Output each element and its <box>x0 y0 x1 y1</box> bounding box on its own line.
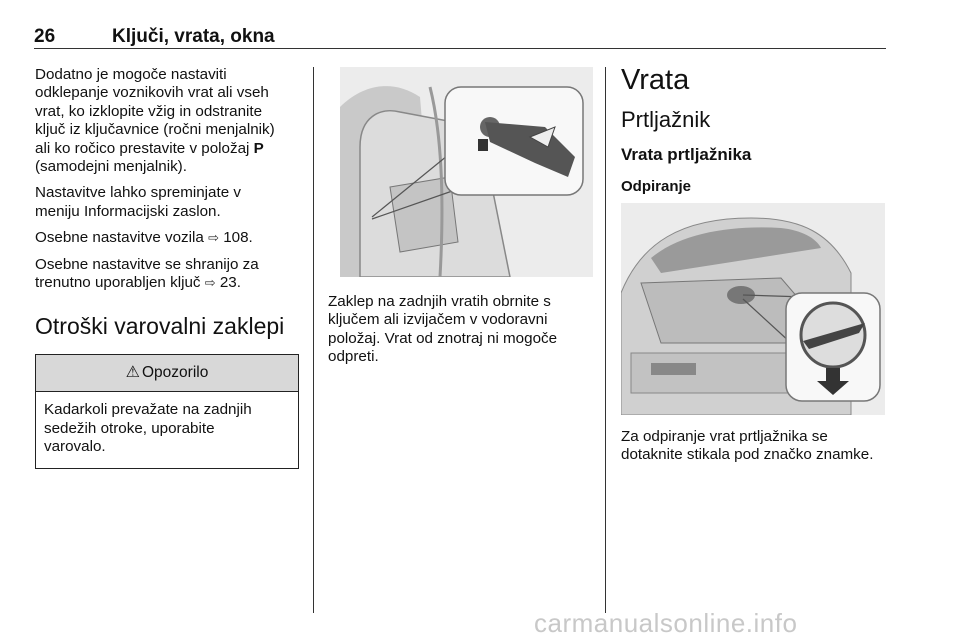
tailgate-emblem-switch-illustration <box>621 203 885 415</box>
illustration-caption: Zaklep na zadnjih vratih obrnite s ključem ali izvijačem v vodoravni položaj. Vrat od znotraj ni mogoče odpreti. <box>328 293 558 366</box>
column-divider <box>605 67 606 613</box>
section-heading: Otroški varovalni zaklepi <box>35 313 285 340</box>
paragraph: Dodatno je mogoče nastaviti odklepanje voznikovih vrat ali vseh vrat, ko izklopite vžig in odstranite ključ iz ključavnice (ročni menjalnik) ali ko ročico prestavite v položaj P (samodejni menjalnik). <box>35 66 275 176</box>
warning-title: Opozorilo <box>142 364 209 382</box>
heading-vrata-prtljaznika: Vrata prtljažnika <box>621 145 752 164</box>
warning-triangle-icon: ⚠ <box>125 364 140 382</box>
warning-body: Kadarkoli prevažate na zadnjih sedežih otroke, uporabite varovalo. <box>44 401 252 456</box>
paragraph: Nastavitve lahko spreminjate v meniju Informacijski zaslon. <box>35 184 241 220</box>
arrow-ref-icon: ⇨ <box>208 230 219 246</box>
illustration-caption: Za odpiranje vrat prtljažnika se dotaknite stikala pod značko znamke. <box>621 428 874 464</box>
paragraph: Osebne nastavitve vozila ⇨ 108. <box>35 229 253 247</box>
watermark: carmanualsonline.info <box>534 608 798 638</box>
warning-header <box>36 355 298 392</box>
column-divider <box>313 67 314 613</box>
page-number: 26 <box>34 26 56 47</box>
heading-vrata: Vrata <box>621 64 690 96</box>
child-lock-key-illustration <box>340 67 593 277</box>
child-lock-drawing <box>340 67 593 277</box>
gear-position-label: P <box>253 139 264 157</box>
xref-link[interactable]: 108 <box>223 229 249 247</box>
heading-odpiranje: Odpiranje <box>621 178 692 195</box>
chapter-title: Ključi, vrata, okna <box>112 26 275 47</box>
column-left <box>35 66 307 469</box>
tailgate-drawing <box>621 203 885 415</box>
warning-box <box>35 354 299 468</box>
paragraph: Osebne nastavitve se shranijo za trenutno uporabljen ključ ⇨ 23. <box>35 255 259 292</box>
heading-prtljaznik: Prtljažnik <box>621 107 711 132</box>
xref-link[interactable]: 23 <box>219 274 237 292</box>
page-header <box>34 18 886 49</box>
arrow-ref-icon: ⇨ <box>204 275 216 291</box>
